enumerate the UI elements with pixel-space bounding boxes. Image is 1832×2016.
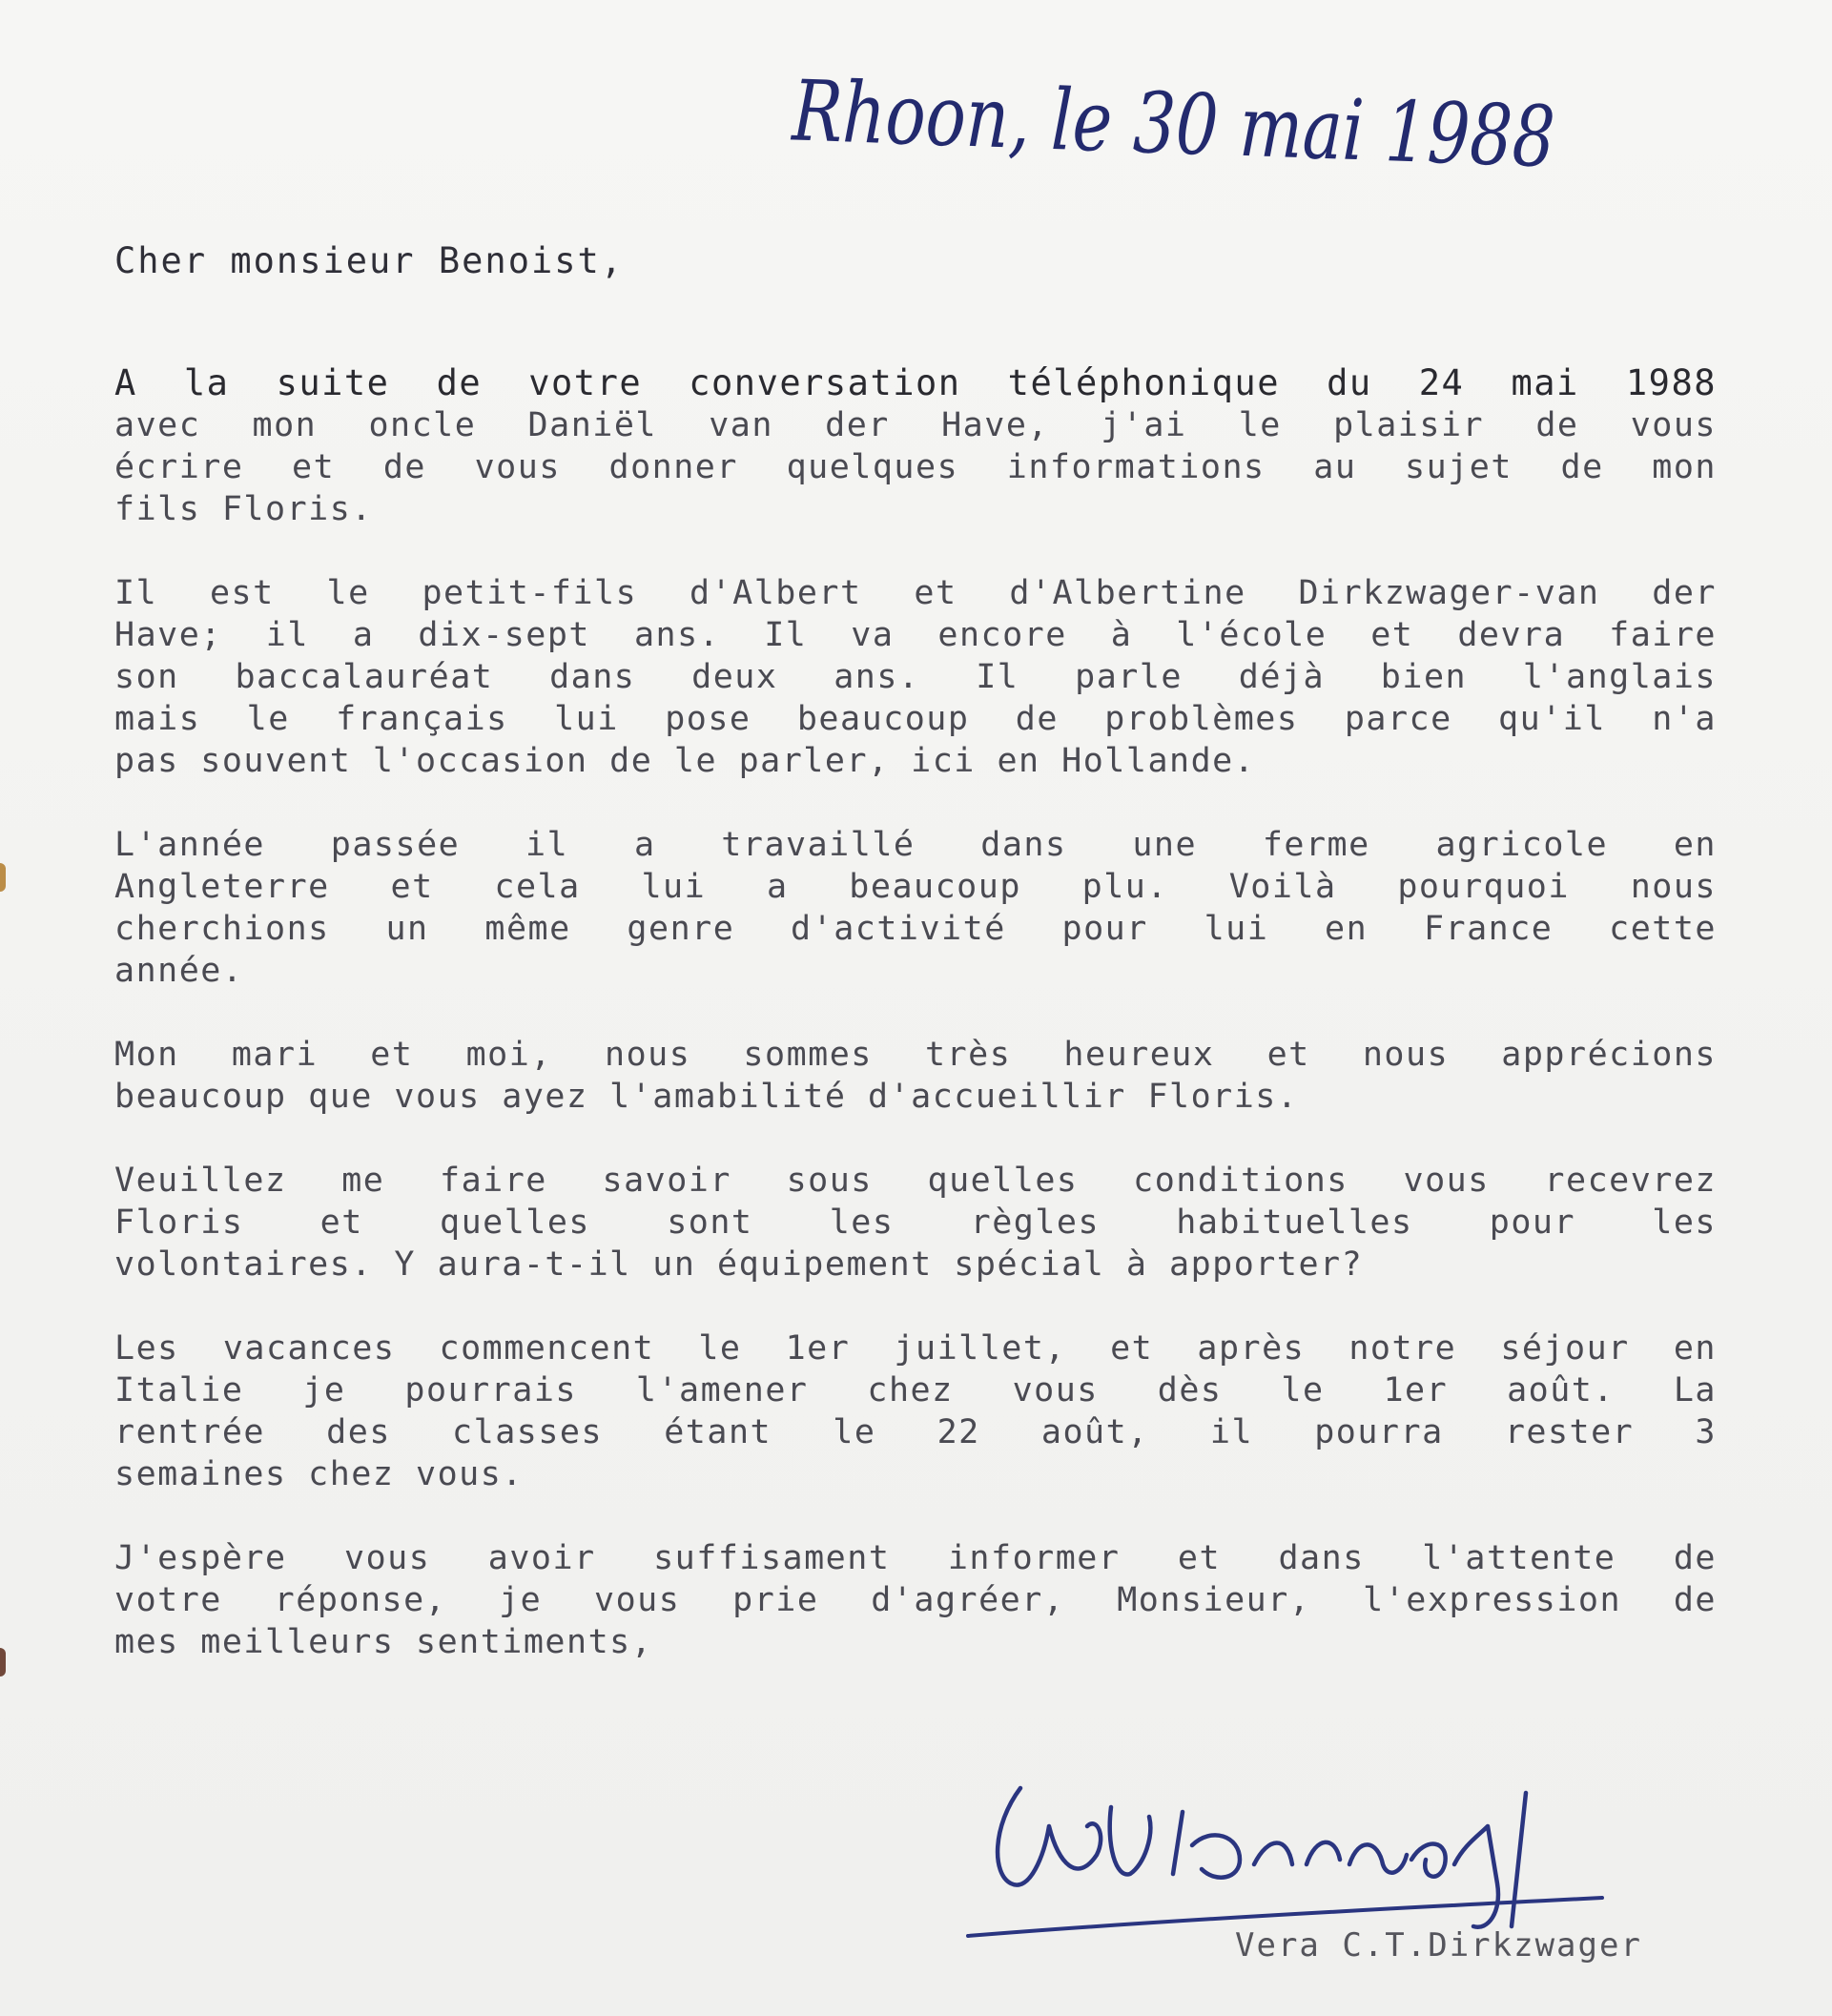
paragraph [114,362,1717,530]
text-line: son baccalauréat dans deux ans. Il parle déjà bien l'anglais [114,658,1717,696]
text-line: avec mon oncle Daniël van der Have, j'ai le plaisir de vous [114,406,1717,444]
text-line: pas souvent l'occasion de le parler, ici en Hollande. [114,742,1256,780]
letter-body [114,362,1717,1705]
text-line: volontaires. Y aura-t-il un équipement spécial à apporter? [114,1245,1364,1284]
text-line: votre réponse, je vous prie d'agréer, Monsieur, l'expression de [114,1581,1717,1619]
text-line: Mon mari et moi, nous sommes très heureux et nous apprécions [114,1036,1717,1074]
text-line: cherchions un même genre d'activité pour lui en France cette [114,910,1717,948]
text-line: mes meilleurs sentiments, [114,1623,653,1661]
text-line: mais le français lui pose beaucoup de problèmes parce qu'il n'a [114,700,1717,738]
text-line: rentrée des classes étant le 22 août, il pourra rester 3 [114,1413,1717,1451]
paper-edge-mark [0,863,6,892]
text-line: écrire et de vous donner quelques informations au sujet de mon [114,448,1717,486]
text-line: J'espère vous avoir suffisament informer et dans l'attente de [114,1539,1717,1577]
text-line: année. [114,952,244,990]
paragraph [114,1160,1717,1286]
text-line: beaucoup que vous ayez l'amabilité d'accueillir Floris. [114,1078,1299,1116]
text-line: fils Floris. [114,490,373,528]
paragraph [114,1034,1717,1118]
salutation: Cher monsieur Benoist, [114,240,625,281]
paper-edge-mark [0,1648,6,1677]
text-line: Veuillez me faire savoir sous quelles conditions vous recevrez [114,1162,1717,1200]
text-line: Angleterre et cela lui a beaucoup plu. Voilà pourquoi nous [114,868,1717,906]
paragraph [114,1537,1717,1663]
text-line: Les vacances commencent le 1er juillet, et après notre séjour en [114,1329,1717,1368]
signer-name: Vera C.T.Dirkzwager [1235,1926,1642,1965]
handwritten-date-text: Rhoon, le 30 mai 1988 [791,61,1753,194]
signature-text: V.C.T. Dirkzwager [0,808,98,818]
paragraph [114,1327,1717,1495]
paragraph [114,572,1717,782]
text-line: A la suite de votre conversation téléphonique du 24 mai 1988 [114,362,1717,403]
text-line: L'année passée il a travaillé dans une ferme agricole en [114,826,1717,864]
text-line: Have; il a dix-sept ans. Il va encore à l'école et devra faire [114,616,1717,654]
text-line: Italie je pourrais l'amener chez vous dès le 1er août. La [114,1371,1717,1409]
handwritten-date [782,48,1753,210]
text-line: semaines chez vous. [114,1455,524,1493]
paragraph [114,824,1717,992]
text-line: Floris et quelles sont les règles habituelles pour les [114,1203,1717,1242]
text-line: Il est le petit-fils d'Albert et d'Albertine Dirkzwager-van der [114,574,1717,612]
